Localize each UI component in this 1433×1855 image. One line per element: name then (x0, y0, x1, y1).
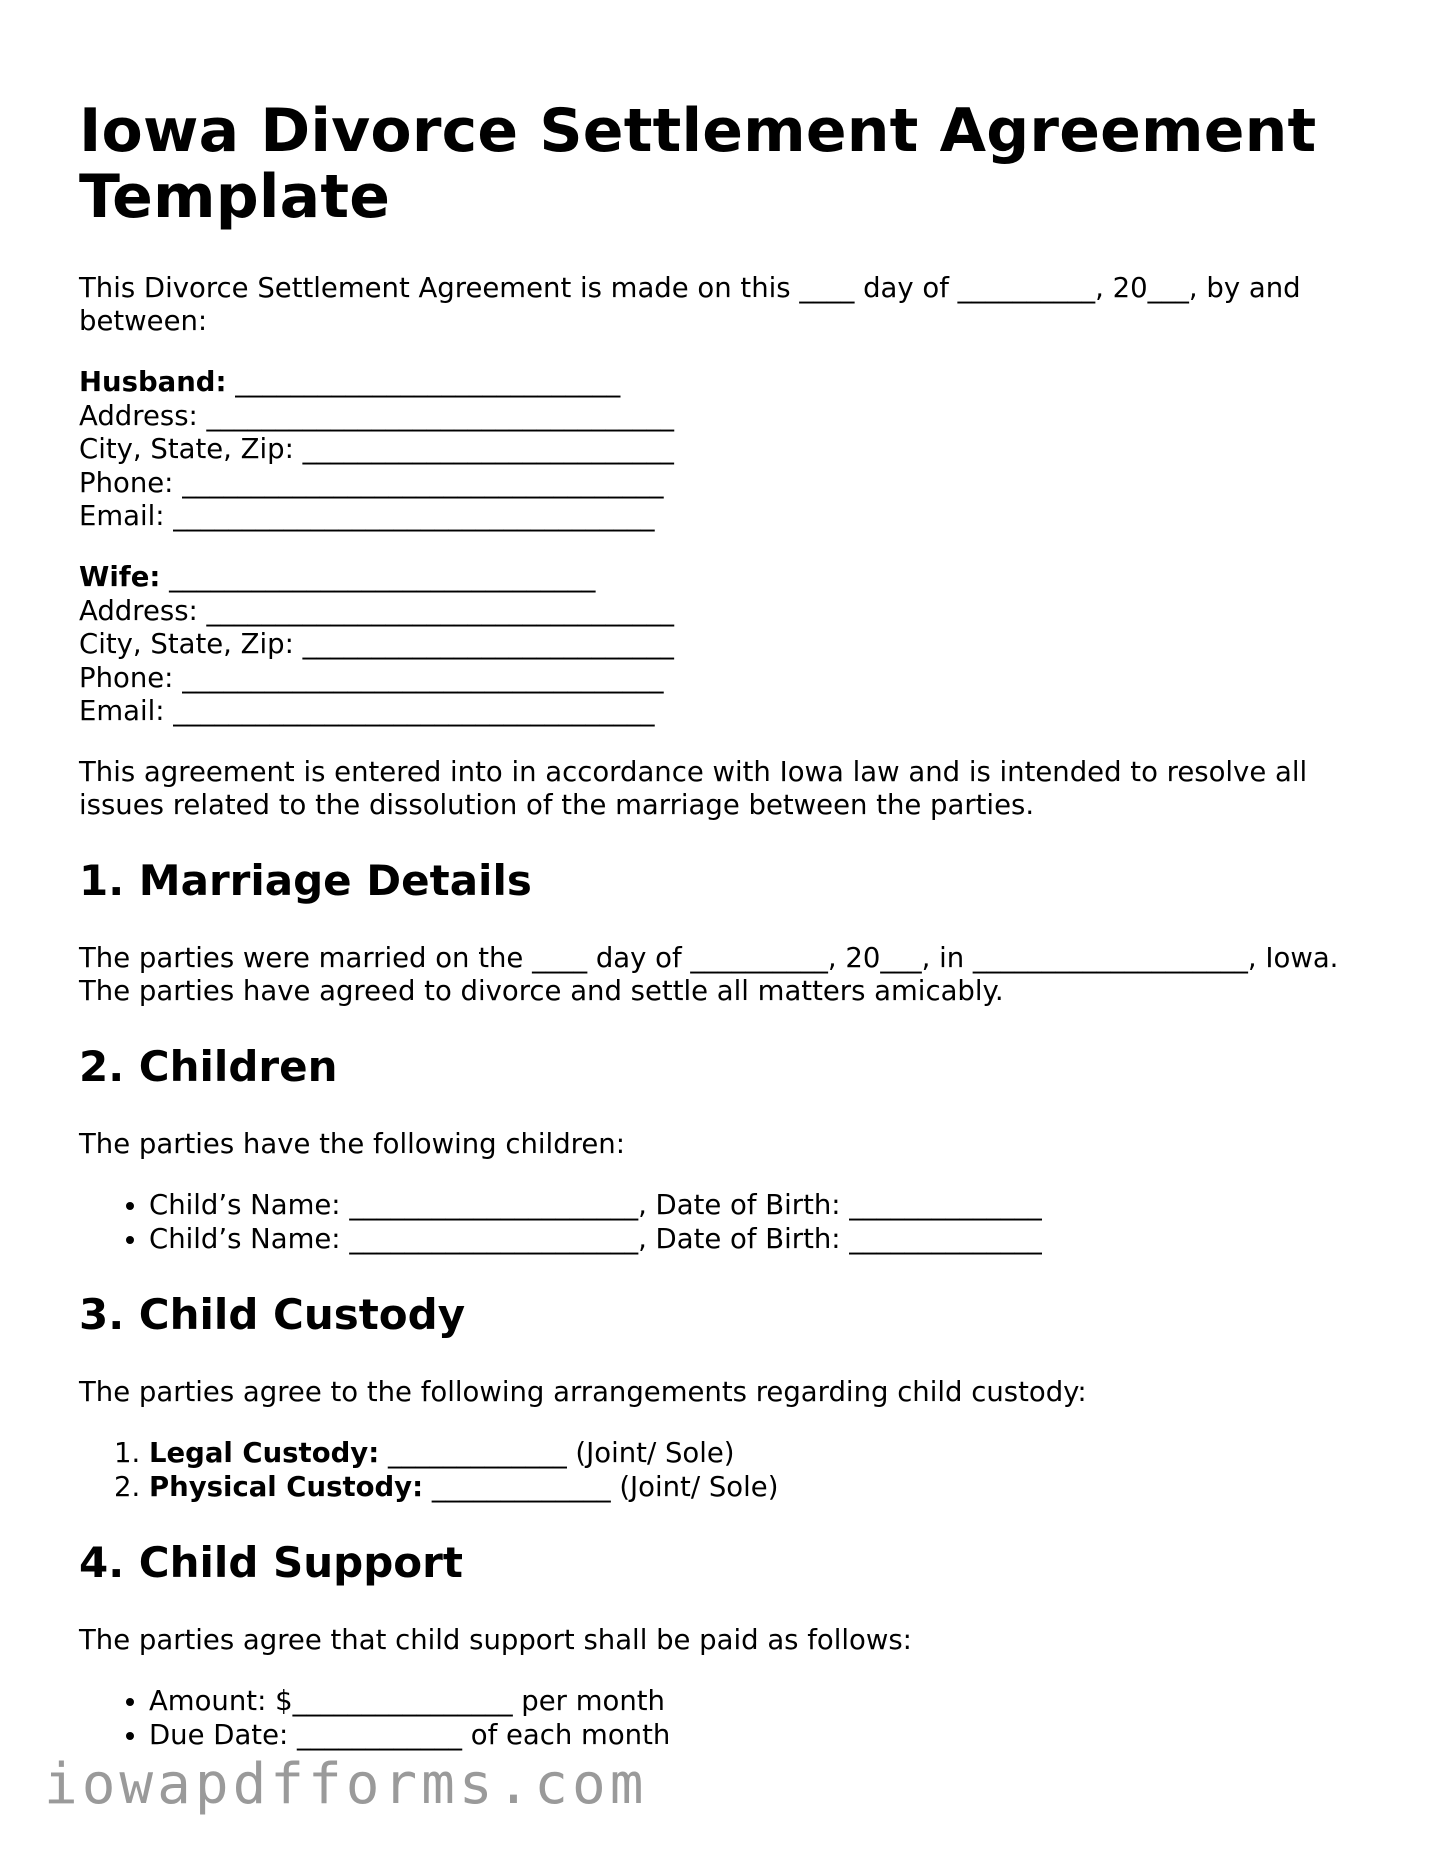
support-list (79, 1685, 1359, 1752)
list-item: • Due Date: ____________ of each month (149, 1719, 1359, 1753)
intro-paragraph: This Divorce Settlement Agreement is made on this ____ day of __________, 20___, by and between: (79, 272, 1301, 337)
section-heading-marriage: 1. Marriage Details (79, 855, 532, 905)
children-paragraph: The parties have the following children: (79, 1127, 625, 1160)
husband-name-line (79, 366, 1359, 400)
list-item: • Child’s Name: _____________________, Date of Birth: ______________ (149, 1223, 1359, 1257)
wife-phone: Phone: ___________________________________ (79, 661, 664, 694)
custody-paragraph: The parties agree to the following arrangements regarding child custody: (79, 1376, 1087, 1409)
document-page (79, 98, 1359, 1777)
site-watermark: iowapdfforms.com (44, 1752, 648, 1817)
section-heading-support: 4. Child Support (79, 1538, 463, 1588)
physical-custody-label: Physical Custody: (149, 1470, 424, 1503)
husband-label: Husband: (79, 366, 227, 398)
wife-address: Address: __________________________________ (79, 594, 675, 627)
purpose-paragraph: This agreement is entered into in accordance with Iowa law and is intended to resolve all issues related to the dissolution of the marriage between the parties. (79, 755, 1308, 821)
wife-email: Email: ___________________________________ (79, 695, 655, 728)
list-item (149, 1471, 1359, 1505)
husband-phone: Phone: ___________________________________ (79, 466, 664, 499)
legal-custody-blank: _____________ (Joint/ Sole) (379, 1437, 735, 1470)
wife-name-line (79, 561, 1359, 595)
list-item: • Child’s Name: _____________________, Date of Birth: ______________ (149, 1189, 1359, 1223)
wife-block (79, 561, 1359, 729)
husband-block (79, 366, 1359, 534)
husband-name-blank: ____________________________ (226, 366, 621, 398)
husband-email: Email: ___________________________________ (79, 500, 655, 533)
children-list (79, 1189, 1359, 1256)
document-title: Iowa Divorce Settlement Agreement Template (79, 96, 1317, 232)
wife-city: City, State, Zip: ___________________________ (79, 628, 674, 661)
marriage-paragraph: The parties were married on the ____ day of __________, 20___, in ____________________, Iowa. The parties have agreed to divorce and settle all matters amicably. (79, 941, 1339, 1007)
support-paragraph: The parties agree that child support shall be paid as follows: (79, 1624, 912, 1657)
list-item (149, 1437, 1359, 1471)
physical-custody-blank: _____________ (Joint/ Sole) (423, 1470, 779, 1503)
section-heading-custody: 3. Child Custody (79, 1290, 466, 1340)
husband-address: Address: __________________________________ (79, 399, 675, 432)
custody-list (79, 1437, 1359, 1504)
husband-city: City, State, Zip: ___________________________ (79, 433, 674, 466)
section-heading-children: 2. Children (79, 1041, 338, 1091)
list-item: • Amount: $________________ per month (149, 1685, 1359, 1719)
legal-custody-label: Legal Custody: (149, 1437, 380, 1470)
wife-label: Wife: (79, 560, 161, 593)
wife-name-blank: _______________________________ (160, 560, 596, 593)
